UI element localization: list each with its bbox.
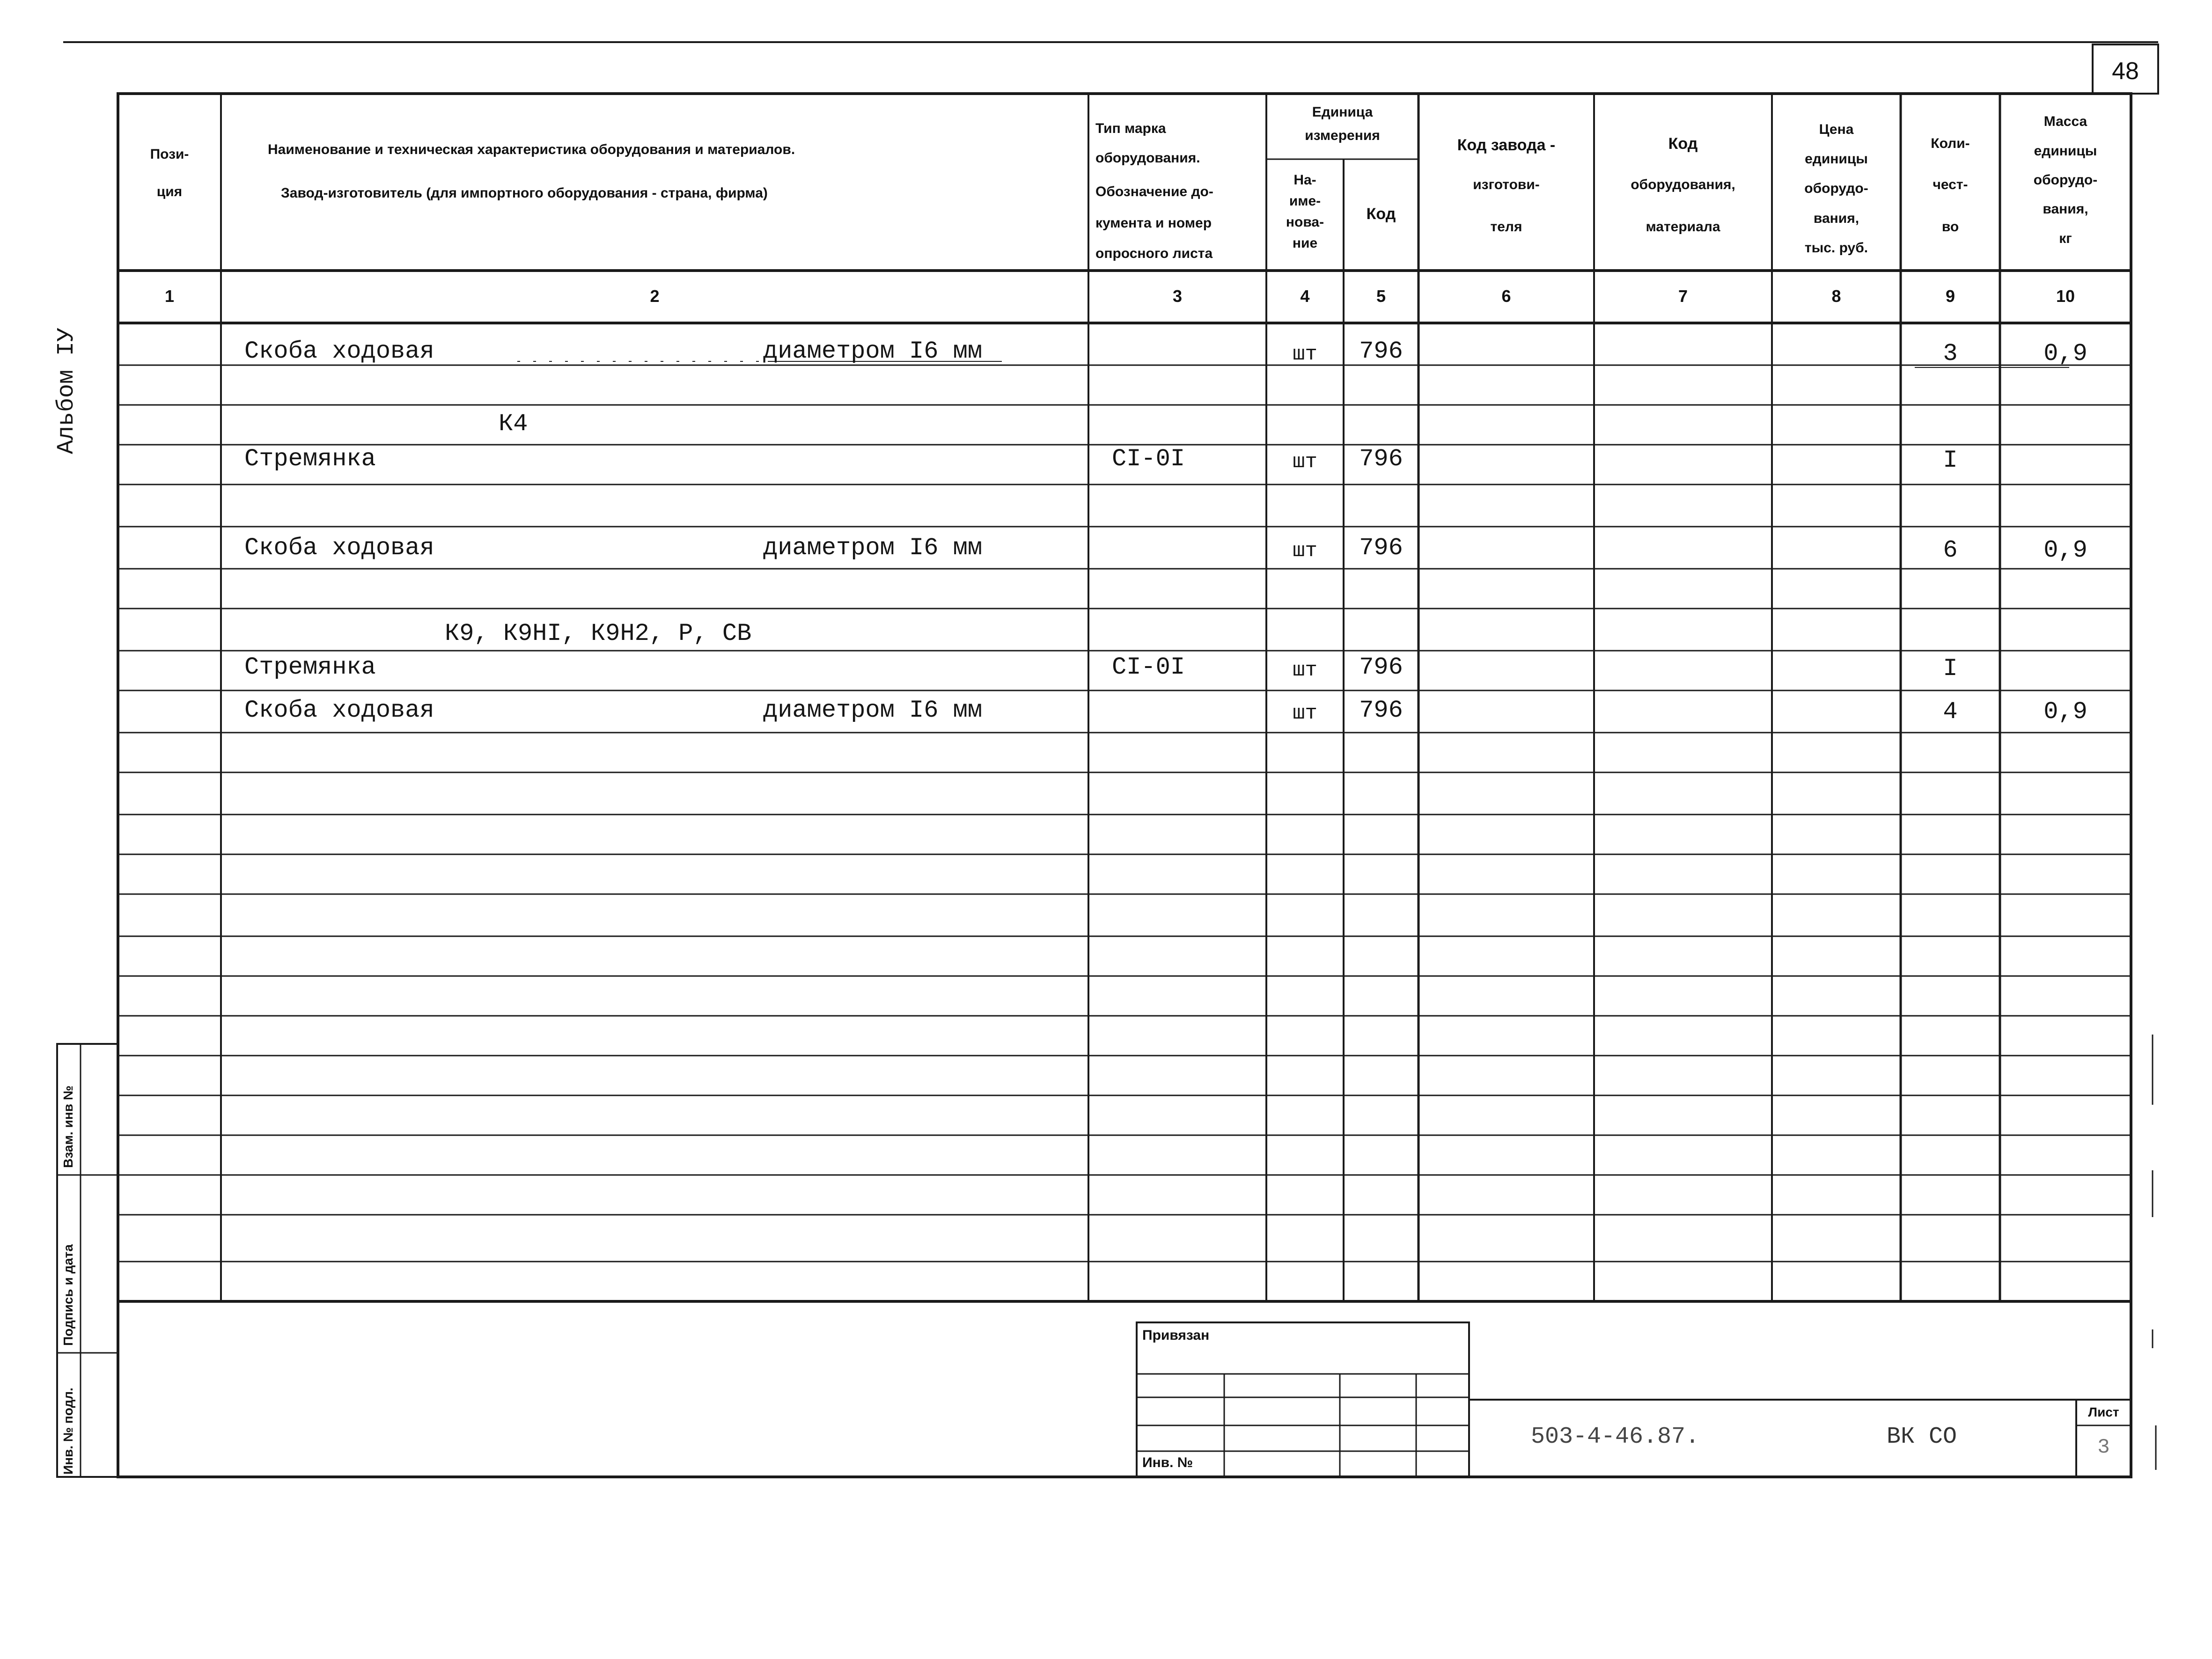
sheet-label: Лист (2088, 1405, 2119, 1419)
item-type: СI-0I (1112, 653, 1185, 681)
document-designation: 503-4-46.87. (1531, 1424, 1700, 1450)
album-label: Альбом IУ (53, 327, 80, 454)
column-number: 2 (650, 286, 660, 306)
header-name-line1: Наименование и техническая характеристика оборудования и материалов. (268, 142, 795, 157)
item-spec: диаметром I6 мм (763, 338, 983, 365)
header-unit-1: Единица (1312, 104, 1373, 120)
column-number: 9 (1945, 286, 1955, 306)
item-mass: 0,9 (2043, 340, 2087, 367)
header-unit-code: Код (1366, 205, 1396, 223)
header-equip-code-2: оборудования, (1631, 177, 1735, 192)
header-mass-1: Масса (2043, 114, 2087, 129)
item-unit: шт (1293, 450, 1317, 474)
inventory-number-label: Инв. № (1142, 1455, 1193, 1470)
header-unit-name-1: На- (1293, 172, 1316, 188)
item-spec: диаметром I6 мм (763, 534, 983, 562)
header-factory-3: теля (1490, 219, 1522, 235)
column-number: 4 (1300, 286, 1310, 306)
header-mass-3: оборудо- (2033, 172, 2098, 188)
header-price-3: оборудо- (1804, 181, 1868, 196)
column-number: 8 (1831, 286, 1841, 306)
item-unit-code: 796 (1359, 445, 1403, 473)
stamp-signature-date: Подпись и дата (61, 1244, 75, 1346)
header-mass-5: кг (2059, 231, 2072, 246)
item-name: Стремянка (244, 653, 376, 681)
header-unit-name-3: нова- (1286, 214, 1324, 230)
header-name-line2: Завод-изготовитель (для импортного оборудования - страна, фирма) (281, 185, 768, 201)
item-unit-code: 796 (1359, 697, 1403, 724)
stamp-original-inv: Инв. № подл. (61, 1387, 75, 1475)
stamp-replace-inv: Взам. инв № (61, 1086, 75, 1168)
header-mass-4: вания, (2043, 201, 2088, 217)
column-number: 10 (2056, 286, 2075, 306)
header-qty-2: чест- (1933, 177, 1968, 192)
item-qty: 6 (1943, 536, 1958, 564)
page-number: 48 (2112, 58, 2139, 85)
header-price-4: вания, (1813, 211, 1859, 226)
item-qty: I (1943, 655, 1958, 683)
column-number: 1 (164, 286, 175, 306)
item-unit-code: 796 (1359, 653, 1403, 681)
section-code: ВК СО (1887, 1424, 1957, 1450)
header-qty-1: Коли- (1931, 136, 1970, 151)
header-price-5: тыс. руб. (1804, 240, 1868, 256)
sheet-number: 3 (2097, 1436, 2110, 1459)
group-label: К4 (499, 410, 528, 438)
header-unit-2: измерения (1305, 128, 1380, 143)
column-number: 3 (1172, 286, 1183, 306)
item-name: Скоба ходовая (244, 534, 434, 562)
header-mass-2: единицы (2034, 143, 2097, 159)
header-factory-2: изготови- (1473, 177, 1540, 192)
item-spec: диаметром I6 мм (763, 697, 983, 724)
header-position-2: ция (156, 184, 183, 199)
header-price-1: Цена (1819, 122, 1854, 137)
item-name: Скоба ходовая (244, 697, 434, 724)
item-unit-code: 796 (1359, 338, 1403, 365)
column-number: 7 (1678, 286, 1688, 306)
header-type-4: кумента и номер (1095, 215, 1212, 231)
item-name: Стремянка (244, 445, 376, 473)
header-factory-1: Код завода - (1457, 136, 1556, 154)
header-price-2: единицы (1805, 151, 1868, 167)
item-unit: шт (1293, 702, 1317, 725)
attached-label: Привязан (1142, 1328, 1210, 1343)
header-type-2: оборудования. (1095, 150, 1200, 166)
item-qty: I (1943, 447, 1958, 474)
column-number: 6 (1501, 286, 1511, 306)
header-type-1: Тип марка (1095, 121, 1166, 136)
item-mass: 0,9 (2043, 698, 2087, 726)
item-name: Скоба ходовая (244, 338, 434, 365)
header-equip-code-1: Код (1668, 135, 1698, 153)
header-qty-3: во (1941, 219, 1959, 235)
item-unit-code: 796 (1359, 534, 1403, 562)
item-qty: 4 (1943, 698, 1958, 726)
item-mass: 0,9 (2043, 536, 2087, 564)
item-unit: шт (1293, 343, 1317, 366)
item-qty: 3 (1943, 340, 1958, 367)
column-number: 5 (1376, 286, 1386, 306)
header-equip-code-3: материала (1646, 219, 1720, 235)
item-unit: шт (1293, 659, 1317, 682)
header-position-1: Пози- (150, 147, 189, 162)
header-unit-name-2: име- (1289, 193, 1321, 209)
item-type: СI-0I (1112, 445, 1185, 473)
item-unit: шт (1293, 539, 1317, 563)
header-type-5: опросного листа (1095, 246, 1213, 261)
header-unit-name-4: ние (1292, 235, 1318, 251)
header-type-3: Обозначение до- (1095, 184, 1213, 199)
group-label: К9, К9НI, К9Н2, Р, СВ (445, 620, 752, 647)
